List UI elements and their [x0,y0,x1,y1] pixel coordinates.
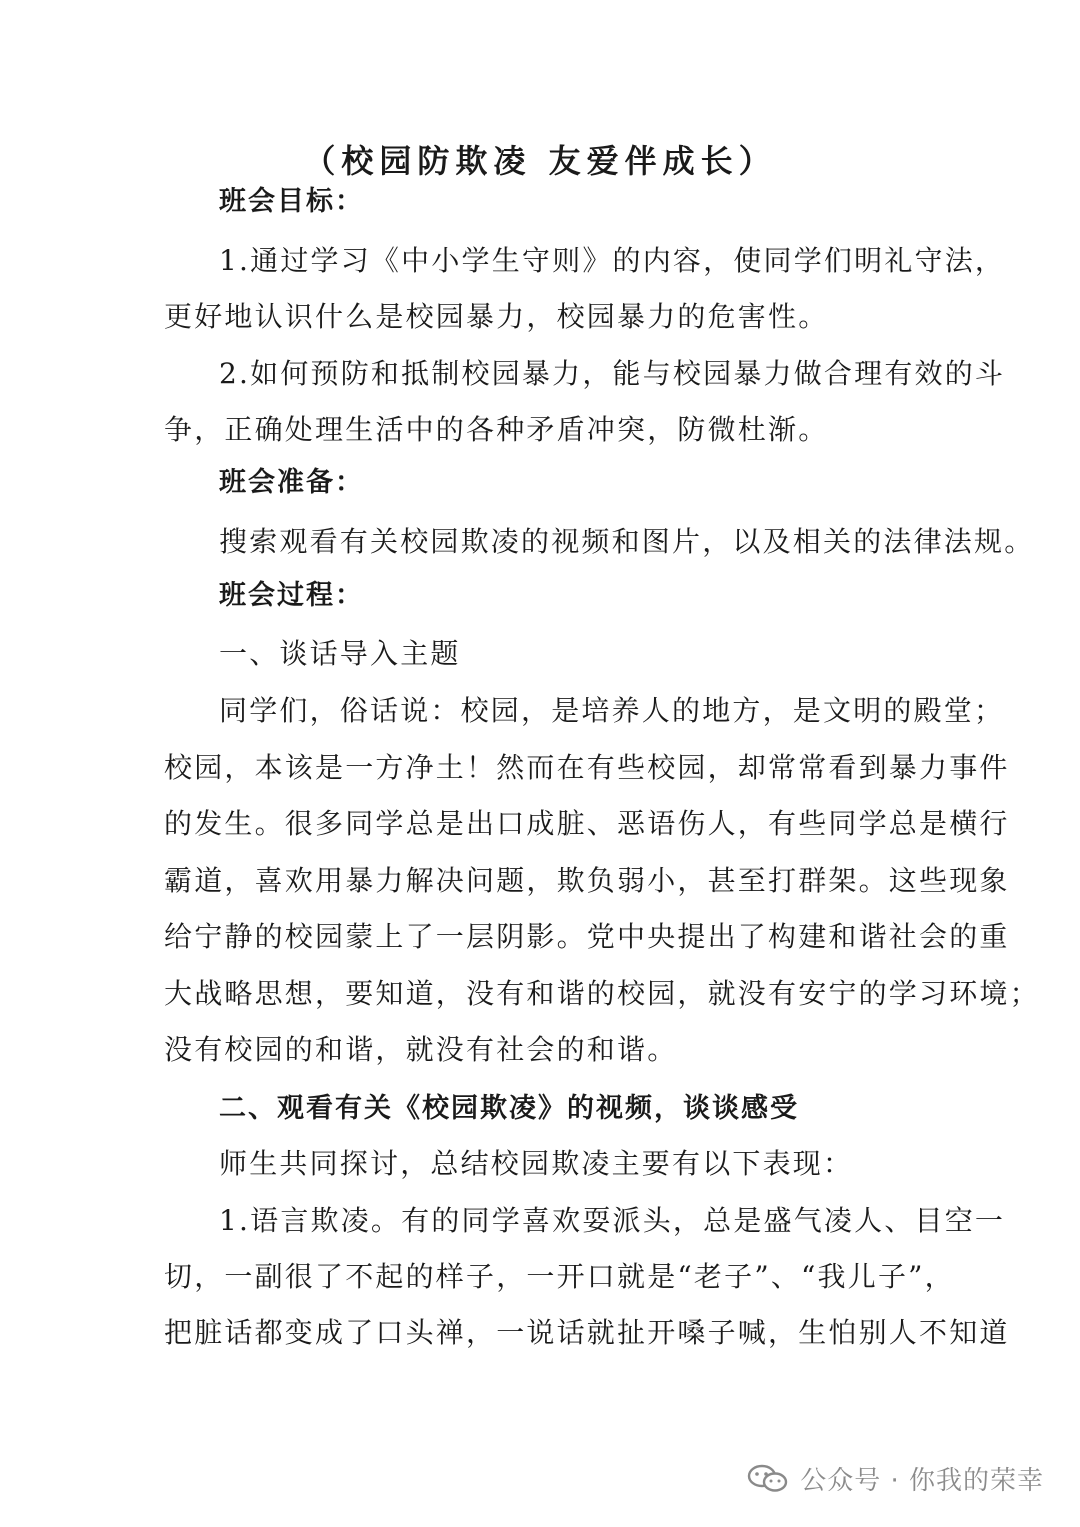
watermark-text: 公众号 · 你我的荣幸 [800,1466,1044,1496]
paragraph-line: 给宁静的校园蒙上了一层阴影。党中央提出了构建和谐社会的重 [164,920,1010,953]
section-heading-goals: 班会目标： [219,186,364,217]
paragraph-line: 更好地认识什么是校园暴力，校园暴力的危害性。 [164,300,829,333]
paragraph-line: 1.通过学习《中小学生守则》的内容，使同学们明礼守法， [219,244,1006,277]
paragraph-line: 没有校园的和谐，就没有社会的和谐。 [164,1033,678,1066]
paragraph-line: 切，一副很了不起的样子，一开口就是“老子”、“我儿子”， [164,1260,955,1293]
section-heading-preparation: 班会准备： [219,467,364,498]
paragraph-line: 1.语言欺凌。有的同学喜欢耍派头，总是盛气凌人、目空一 [219,1204,1006,1237]
wechat-icon [746,1464,790,1494]
paragraph-line: 的发生。很多同学总是出口成脏、恶语伤人，有些同学总是横行 [164,807,1010,840]
paragraph-line: 2.如何预防和抵制校园暴力，能与校园暴力做合理有效的斗 [219,357,1006,390]
paragraph-line: 大战略思想，要知道，没有和谐的校园，就没有安宁的学习环境； [164,977,1040,1010]
paragraph-line: 搜索观看有关校园欺凌的视频和图片，以及相关的法律法规。 [219,525,1035,558]
paragraph-line: 同学们，俗话说：校园，是培养人的地方，是文明的殿堂； [219,694,1005,727]
paragraph-line: 霸道，喜欢用暴力解决问题，欺负弱小，甚至打群架。这些现象 [164,864,1010,897]
section-heading-process: 班会过程： [219,580,364,611]
subheading-one: 一、谈话导入主题 [219,637,461,670]
paragraph-line: 争，正确处理生活中的各种矛盾冲突，防微杜渐。 [164,413,829,446]
document-title: （校园防欺凌 友爱伴成长） [303,142,777,180]
subheading-two: 二、观看有关《校园欺凌》的视频，谈谈感受 [219,1093,799,1124]
paragraph-line: 师生共同探讨，总结校园欺凌主要有以下表现： [219,1147,854,1180]
paragraph-line: 把脏话都变成了口头禅，一说话就扯开嗓子喊，生怕别人不知道 [164,1316,1010,1349]
watermark [746,1460,1044,1497]
paragraph-line: 校园，本该是一方净土！然而在有些校园，却常常看到暴力事件 [164,751,1010,784]
